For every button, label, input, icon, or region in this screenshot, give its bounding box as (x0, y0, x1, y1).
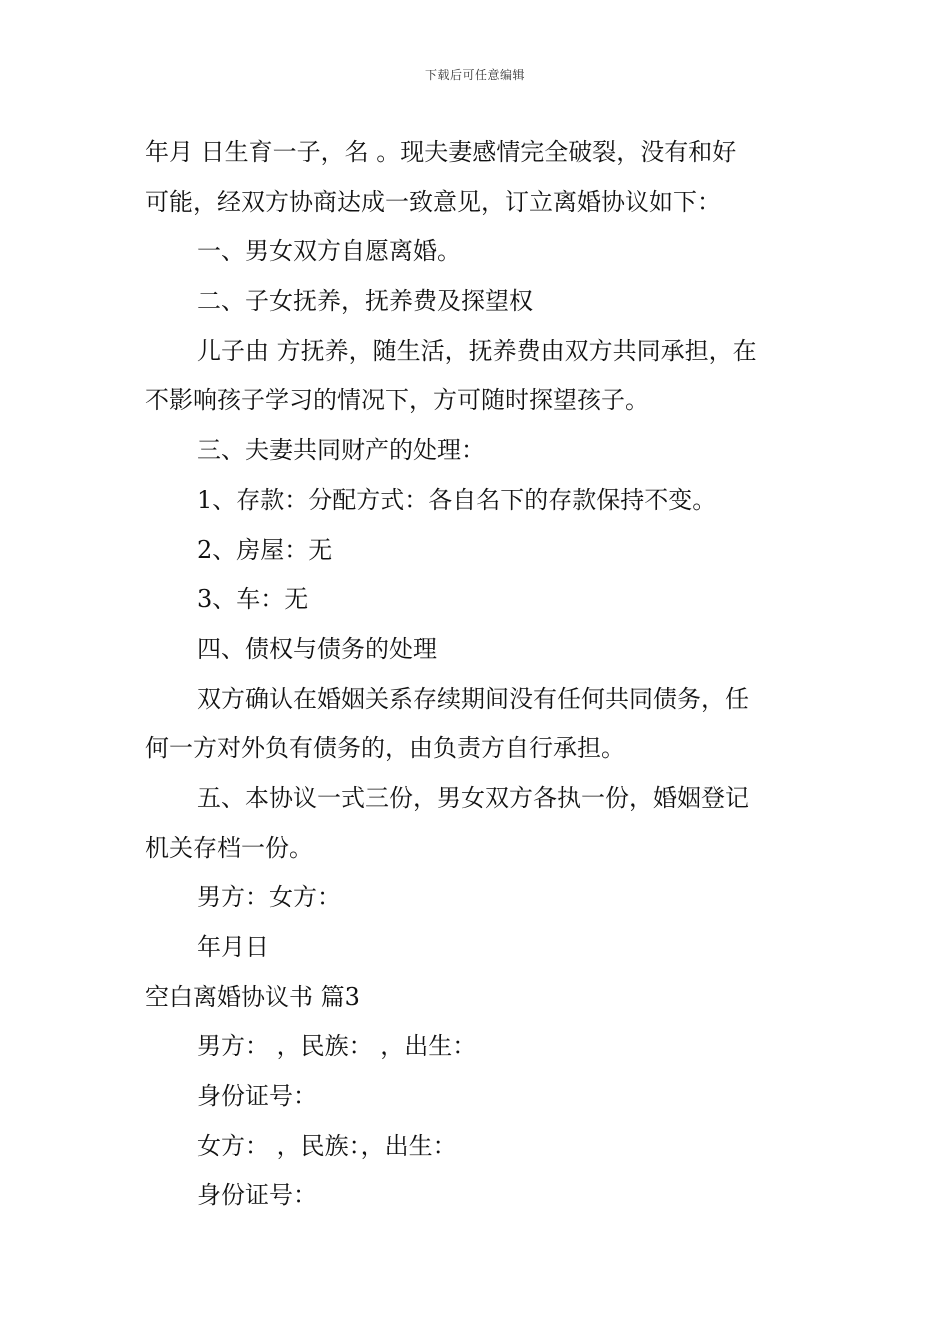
paragraph-line: 儿子由 方抚养，随生活，抚养费由双方共同承担，在 (197, 336, 757, 365)
paragraph-line: 不影响孩子学习的情况下，方可随时探望孩子。 (145, 386, 649, 415)
clause-heading: 五、本协议一式三份，男女双方各执一份，婚姻登记 (197, 783, 749, 812)
list-item: 2、房屋：无 (197, 535, 333, 564)
form-field-line: 身份证号： (197, 1181, 317, 1210)
clause-heading: 四、债权与债务的处理 (197, 634, 437, 663)
paragraph-line: 机关存档一份。 (145, 833, 313, 862)
section-title: 空白离婚协议书 篇3 (145, 982, 360, 1011)
document-body (145, 128, 810, 1221)
paragraph-line: 可能，经双方协商达成一致意见，订立离婚协议如下： (145, 187, 721, 216)
clause-heading: 二、子女抚养，抚养费及探望权 (197, 287, 533, 316)
form-field-line: 女方： ，民族：，出生： (197, 1131, 457, 1160)
signature-line: 男方：女方： (197, 883, 341, 912)
page-header: 下载后可任意编辑 (424, 68, 525, 82)
list-item: 1、存款：分配方式：各自名下的存款保持不变。 (197, 485, 717, 514)
paragraph-line: 何一方对外负有债务的，由负责方自行承担。 (145, 734, 625, 763)
clause-heading: 一、男女双方自愿离婚。 (197, 237, 461, 266)
clause-heading: 三、夫妻共同财产的处理： (197, 436, 485, 465)
form-field-line: 男方： ，民族： ，出生： (197, 1032, 477, 1061)
list-item: 3、车：无 (197, 585, 309, 614)
date-line: 年月日 (197, 933, 269, 961)
paragraph-line: 双方确认在婚姻关系存续期间没有任何共同债务，任 (197, 684, 749, 713)
form-field-line: 身份证号： (197, 1082, 317, 1111)
paragraph-line: 年月 日生育一子，名 。现夫妻感情完全破裂，没有和好 (145, 138, 737, 166)
